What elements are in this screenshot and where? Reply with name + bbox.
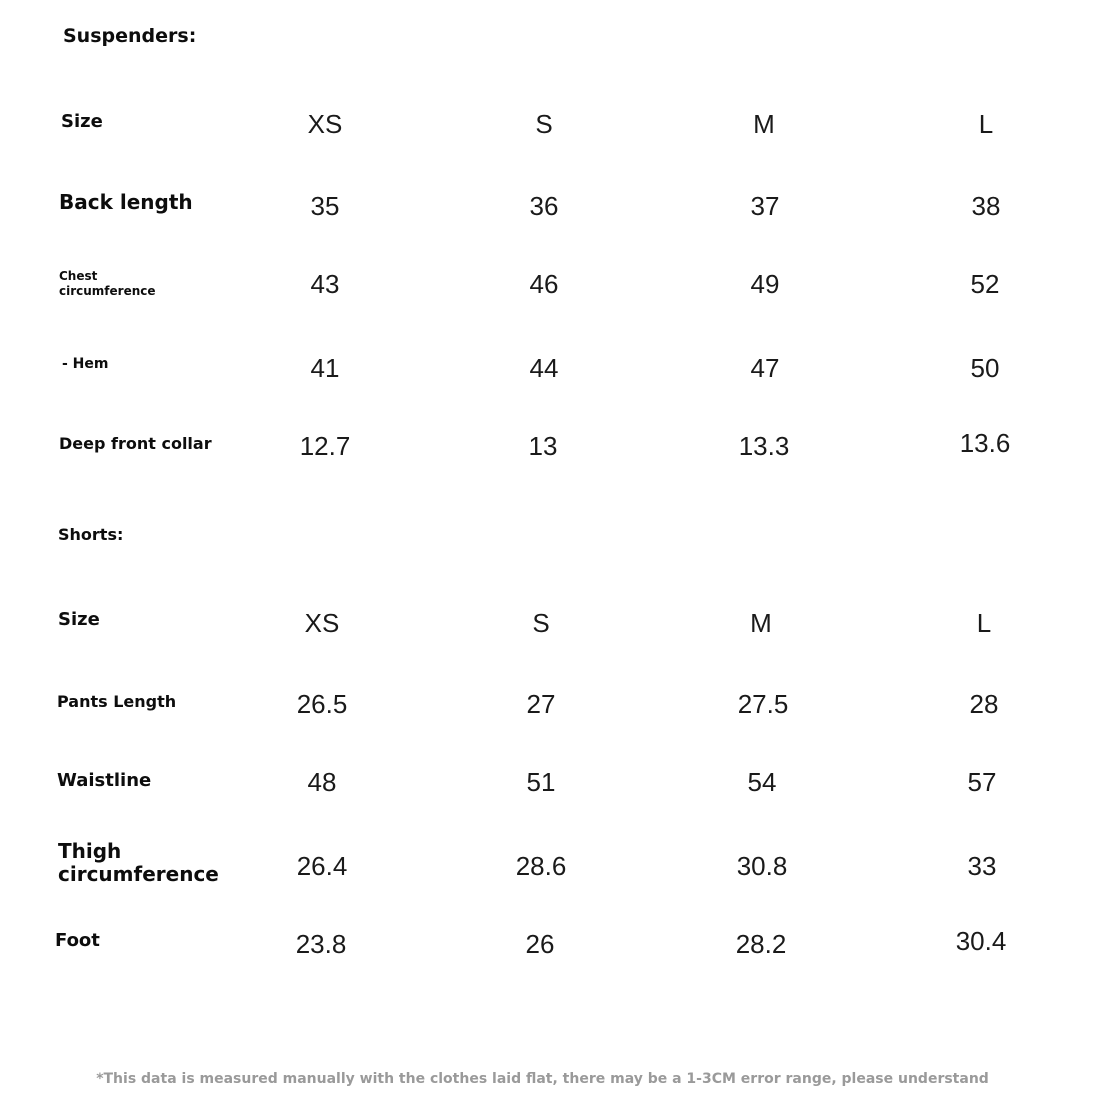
cell-l: 52 <box>970 269 1000 299</box>
cell-xs: 48 <box>307 767 337 797</box>
cell-s: 13 <box>528 431 558 461</box>
cell-m: M <box>750 608 772 638</box>
cell-xs: XS <box>304 608 340 638</box>
cell-xs: 26.4 <box>296 851 348 881</box>
cell-m: 49 <box>750 269 780 299</box>
cell-s: 27 <box>526 689 556 719</box>
measurement-footnote: *This data is measured manually with the clothes laid flat, there may be a 1-3CM error range, please understand <box>96 1071 989 1087</box>
cell-m: 27.5 <box>737 689 789 719</box>
row-label-hem: - Hem <box>62 356 109 372</box>
cell-m: 13.3 <box>738 431 790 461</box>
cell-l: 28 <box>969 689 999 719</box>
cell-xs: 23.8 <box>295 929 347 959</box>
row-label-size: Size <box>58 609 100 630</box>
cell-l: L <box>976 608 992 638</box>
label-line: circumference <box>58 862 219 886</box>
cell-xs: 41 <box>310 353 340 383</box>
cell-l: 13.6 <box>959 428 1011 458</box>
label-line: Chest <box>59 269 98 283</box>
cell-xs: 12.7 <box>299 431 351 461</box>
cell-m: M <box>753 109 775 139</box>
cell-s: S <box>532 608 550 638</box>
row-label-chest-circumference <box>59 269 156 299</box>
cell-xs: 35 <box>310 191 340 221</box>
row-label-deep-front-collar: Deep front collar <box>59 434 212 453</box>
cell-s: 44 <box>529 353 559 383</box>
row-label-waistline: Waistline <box>57 770 152 791</box>
cell-xs: XS <box>307 109 343 139</box>
cell-xs: 26.5 <box>296 689 348 719</box>
cell-m: 30.8 <box>736 851 788 881</box>
cell-l: 30.4 <box>955 926 1007 956</box>
cell-m: 47 <box>750 353 780 383</box>
row-label-pants-length: Pants Length <box>57 692 177 711</box>
cell-l: L <box>978 109 994 139</box>
label-line: circumference <box>59 284 156 298</box>
cell-l: 33 <box>967 851 997 881</box>
cell-s: 26 <box>525 929 555 959</box>
cell-m: 28.2 <box>735 929 787 959</box>
suspenders-title: Suspenders: <box>63 25 197 47</box>
shorts-title: Shorts: <box>58 525 124 544</box>
label-line: Thigh <box>58 839 122 863</box>
cell-m: 37 <box>750 191 780 221</box>
row-label-thigh-circumference <box>58 840 219 886</box>
cell-s: 36 <box>529 191 559 221</box>
row-label-foot: Foot <box>55 930 100 951</box>
row-label-back-length: Back length <box>59 190 193 214</box>
cell-xs: 43 <box>310 269 340 299</box>
cell-s: 28.6 <box>515 851 567 881</box>
cell-m: 54 <box>747 767 777 797</box>
cell-l: 38 <box>971 191 1001 221</box>
cell-s: 46 <box>529 269 559 299</box>
cell-s: S <box>535 109 553 139</box>
row-label-size: Size <box>61 111 103 132</box>
cell-l: 50 <box>970 353 1000 383</box>
cell-s: 51 <box>526 767 556 797</box>
cell-l: 57 <box>967 767 997 797</box>
